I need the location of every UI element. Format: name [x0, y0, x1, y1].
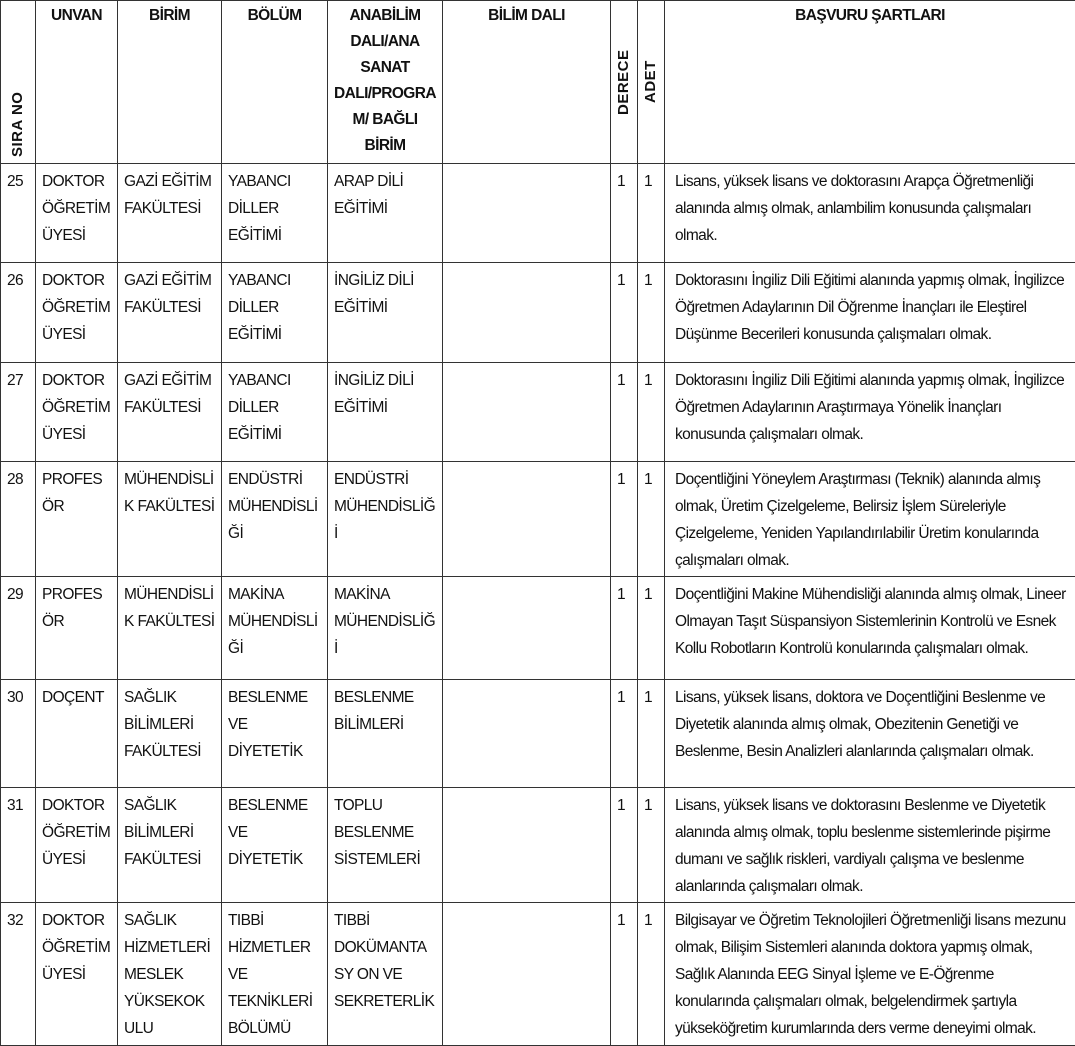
- cell-derece: 1: [611, 577, 638, 680]
- table-row: [1, 363, 1075, 462]
- cell-bolum: BESLENME VE DİYETETİK: [222, 788, 328, 903]
- cell-birim: SAĞLIK BİLİMLERİ FAKÜLTESİ: [118, 680, 222, 788]
- cell-sartlar: Lisans, yüksek lisans, doktora ve Doçentliğini Beslenme ve Diyetetik alanında almış olmak, Obezitenin Genetiği ve Beslenme, Besin Analizleri alanlarında çalışmaları olmak.: [665, 680, 1075, 788]
- cell-unvan: PROFESÖR: [36, 462, 118, 577]
- cell-unvan: DOKTOR ÖĞRETİM ÜYESİ: [36, 263, 118, 363]
- header-sartlar: BAŞVURU ŞARTLARI: [665, 1, 1075, 164]
- header-derece: [611, 1, 638, 164]
- cell-sira: 31: [1, 788, 36, 903]
- cell-adet: 1: [638, 363, 665, 462]
- cell-sira: 29: [1, 577, 36, 680]
- cell-bolum: BESLENME VE DİYETETİK: [222, 680, 328, 788]
- cell-unvan: DOKTOR ÖĞRETİM ÜYESİ: [36, 788, 118, 903]
- cell-unvan: DOÇENT: [36, 680, 118, 788]
- cell-sartlar: Bilgisayar ve Öğretim Teknolojileri Öğretmenliği lisans mezunu olmak, Bilişim Sistemleri alanında doktora yapmış olmak, Sağlık Alanında EEG Sinyal İşleme ve E-Öğrenme konularında çalışmaları olmak, belgelendirmek şartıyla yükseköğretim kurumlarında ders verme deneyimi olmak.: [665, 903, 1075, 1046]
- cell-sira: 27: [1, 363, 36, 462]
- cell-unvan: PROFESÖR: [36, 577, 118, 680]
- cell-derece: 1: [611, 263, 638, 363]
- cell-sartlar: Doktorasını İngiliz Dili Eğitimi alanında yapmış olmak, İngilizce Öğretmen Adaylarının Dil Öğrenme İnançları ile Eleştirel Düşünme Becerileri konusunda çalışmaları olmak.: [665, 263, 1075, 363]
- cell-sartlar: Lisans, yüksek lisans ve doktorasını Beslenme ve Diyetetik alanında almış olmak, toplu beslenme sistemlerinde pişirme dumanı ve sağlık riskleri, vardiyalı çalışma ve beslenme alanlarında çalışmaları olmak.: [665, 788, 1075, 903]
- table-row: [1, 903, 1075, 1046]
- table-row: [1, 164, 1075, 263]
- cell-anabilim: MAKİNA MÜHENDİSLİĞİ: [328, 577, 443, 680]
- cell-bilim-dali: [443, 164, 611, 263]
- cell-bolum: YABANCI DİLLER EĞİTİMİ: [222, 164, 328, 263]
- cell-derece: 1: [611, 164, 638, 263]
- cell-unvan: DOKTOR ÖĞRETİM ÜYESİ: [36, 903, 118, 1046]
- table-row: [1, 788, 1075, 903]
- cell-derece: 1: [611, 903, 638, 1046]
- cell-anabilim: TOPLU BESLENME SİSTEMLERİ: [328, 788, 443, 903]
- header-anabilim: ANABİLİM DALI/ANA SANAT DALI/PROGRA M/ BAĞLI BİRİM: [328, 1, 443, 164]
- header-birim: BİRİM: [118, 1, 222, 164]
- cell-bolum: YABANCI DİLLER EĞİTİMİ: [222, 263, 328, 363]
- cell-adet: 1: [638, 263, 665, 363]
- table-row: [1, 680, 1075, 788]
- header-row: [1, 1, 1075, 164]
- cell-sira: 32: [1, 903, 36, 1046]
- cell-derece: 1: [611, 363, 638, 462]
- header-unvan: UNVAN: [36, 1, 118, 164]
- cell-anabilim: BESLENME BİLİMLERİ: [328, 680, 443, 788]
- cell-bilim-dali: [443, 462, 611, 577]
- cell-birim: GAZİ EĞİTİM FAKÜLTESİ: [118, 363, 222, 462]
- cell-sartlar: Doçentliğini Makine Mühendisliği alanında almış olmak, Lineer Olmayan Taşıt Süspansiyon Sistemlerinin Kontrolü ve Esnek Kollu Robotların Kontrolü konularında çalışmaları olmak.: [665, 577, 1075, 680]
- cell-anabilim: TIBBİ DOKÜMANTASY ON VE SEKRETERLİK: [328, 903, 443, 1046]
- cell-birim: GAZİ EĞİTİM FAKÜLTESİ: [118, 263, 222, 363]
- header-derece-label: DERECE: [611, 49, 637, 115]
- header-adet: [638, 1, 665, 164]
- cell-birim: MÜHENDİSLİK FAKÜLTESİ: [118, 462, 222, 577]
- cell-birim: GAZİ EĞİTİM FAKÜLTESİ: [118, 164, 222, 263]
- cell-bolum: ENDÜSTRİ MÜHENDİSLİĞİ: [222, 462, 328, 577]
- cell-bolum: TIBBİ HİZMETLER VE TEKNİKLERİ BÖLÜMÜ: [222, 903, 328, 1046]
- header-bilim-dali: BİLİM DALI: [443, 1, 611, 164]
- table-row: [1, 462, 1075, 577]
- cell-birim: SAĞLIK BİLİMLERİ FAKÜLTESİ: [118, 788, 222, 903]
- cell-bilim-dali: [443, 363, 611, 462]
- cell-sartlar: Doktorasını İngiliz Dili Eğitimi alanında yapmış olmak, İngilizce Öğretmen Adaylarının Araştırmaya Yönelik İnançları konusunda çalışmaları olmak.: [665, 363, 1075, 462]
- cell-adet: 1: [638, 164, 665, 263]
- cell-unvan: DOKTOR ÖĞRETİM ÜYESİ: [36, 164, 118, 263]
- cell-derece: 1: [611, 462, 638, 577]
- cell-bilim-dali: [443, 263, 611, 363]
- cell-adet: 1: [638, 577, 665, 680]
- header-sira-no-label: SIRA NO: [5, 92, 31, 157]
- table-body: [1, 164, 1075, 1046]
- cell-birim: MÜHENDİSLİK FAKÜLTESİ: [118, 577, 222, 680]
- cell-bolum: YABANCI DİLLER EĞİTİMİ: [222, 363, 328, 462]
- cell-sartlar: Doçentliğini Yöneylem Araştırması (Teknik) alanında almış olmak, Üretim Çizelgeleme, Belirsiz İşlem Süreleriyle Çizelgeleme, Yeniden Yapılandırılabilir Üretim konularında çalışmaları olmak.: [665, 462, 1075, 577]
- cell-sartlar: Lisans, yüksek lisans ve doktorasını Arapça Öğretmenliği alanında almış olmak, anlambilim konusunda çalışmaları olmak.: [665, 164, 1075, 263]
- cell-adet: 1: [638, 680, 665, 788]
- cell-sira: 25: [1, 164, 36, 263]
- cell-unvan: DOKTOR ÖĞRETİM ÜYESİ: [36, 363, 118, 462]
- cell-birim: SAĞLIK HİZMETLERİ MESLEK YÜKSEKOKULU: [118, 903, 222, 1046]
- cell-bilim-dali: [443, 788, 611, 903]
- header-adet-label: ADET: [638, 60, 664, 103]
- cell-derece: 1: [611, 788, 638, 903]
- cell-adet: 1: [638, 462, 665, 577]
- cell-anabilim: İNGİLİZ DİLİ EĞİTİMİ: [328, 363, 443, 462]
- cell-bilim-dali: [443, 680, 611, 788]
- cell-sira: 30: [1, 680, 36, 788]
- cell-bolum: MAKİNA MÜHENDİSLİĞİ: [222, 577, 328, 680]
- cell-anabilim: ARAP DİLİ EĞİTİMİ: [328, 164, 443, 263]
- header-bolum: BÖLÜM: [222, 1, 328, 164]
- cell-sira: 26: [1, 263, 36, 363]
- cell-bilim-dali: [443, 577, 611, 680]
- cell-sira: 28: [1, 462, 36, 577]
- header-sira-no: [1, 1, 36, 164]
- cell-adet: 1: [638, 903, 665, 1046]
- cell-bilim-dali: [443, 903, 611, 1046]
- table-row: [1, 263, 1075, 363]
- cell-anabilim: İNGİLİZ DİLİ EĞİTİMİ: [328, 263, 443, 363]
- cell-derece: 1: [611, 680, 638, 788]
- cell-anabilim: ENDÜSTRİ MÜHENDİSLİĞİ: [328, 462, 443, 577]
- table-row: [1, 577, 1075, 680]
- cell-adet: 1: [638, 788, 665, 903]
